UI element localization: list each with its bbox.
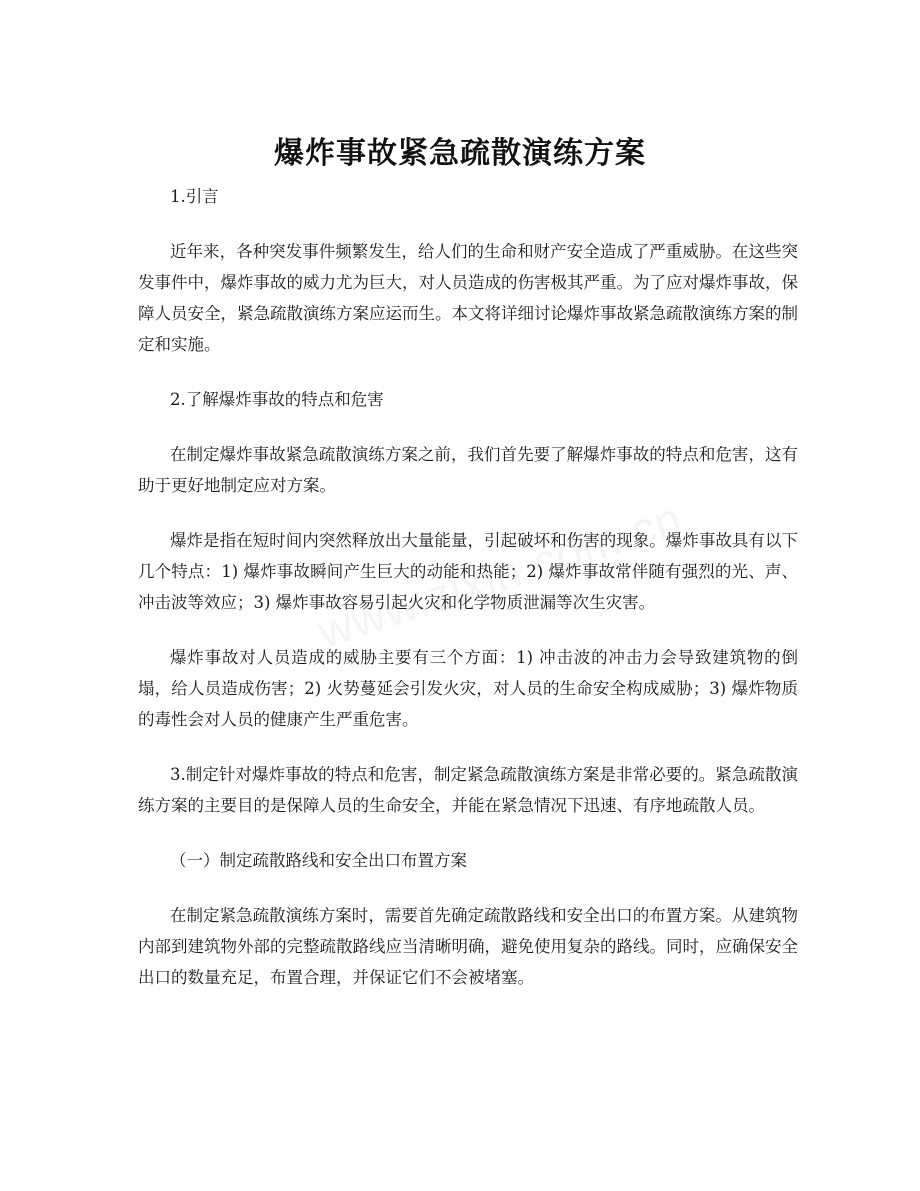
paragraph-plan-necessity: 3.制定针对爆炸事故的特点和危害，制定紧急疏散演练方案是非常必要的。紧急疏散演练方案的主要目的是保障人员的生命安全，并能在紧急情况下迅速、有序地疏散人员。 xyxy=(138,765,798,815)
paragraph-explosion-threats: 爆炸事故对人员造成的威胁主要有三个方面：1) 冲击波的冲击力会导致建筑物的倒塌，给人员造成伤害；2) 火势蔓延会引发火灾，对人员的生命安全构成威胁；3) 爆炸物质的毒性会对人员的健康产生严重危害。 xyxy=(138,648,798,729)
sub-heading-evacuation-routes: （一）制定疏散路线和安全出口布置方案 xyxy=(170,851,467,870)
paragraph-intro: 近年来，各种突发事件频繁发生，给人们的生命和财产安全造成了严重威胁。在这些突发事件中，爆炸事故的威力尤为巨大，对人员造成的伤害极其严重。为了应对爆炸事故，保障人员安全，紧急疏散演练方案应运而生。本文将详细讨论爆炸事故紧急疏散演练方案的制定和实施。 xyxy=(138,242,798,354)
section-heading-intro: 1.引言 xyxy=(170,187,219,206)
section-heading-characteristics: 2.了解爆炸事故的特点和危害 xyxy=(170,390,384,409)
document-body xyxy=(138,181,798,1017)
document-title: 爆炸事故紧急疏散演练方案 xyxy=(274,136,646,172)
paragraph-characteristics-intro: 在制定爆炸事故紧急疏散演练方案之前，我们首先要了解爆炸事故的特点和危害，这有助于更好地制定应对方案。 xyxy=(138,445,798,495)
paragraph-evacuation-routes: 在制定紧急疏散演练方案时，需要首先确定疏散路线和安全出口的布置方案。从建筑物内部到建筑物外部的完整疏散路线应当清晰明确，避免使用复杂的路线。同时，应确保安全出口的数量充足，布置合理，并保证它们不会被堵塞。 xyxy=(138,906,798,987)
paragraph-explosion-features: 爆炸是指在短时间内突然释放出大量能量，引起破坏和伤害的现象。爆炸事故具有以下几个特点：1) 爆炸事故瞬间产生巨大的动能和热能；2) 爆炸事故常伴随有强烈的光、声、冲击波等效应；3) 爆炸事故容易引起火灾和化学物质泄漏等次生灾害。 xyxy=(138,531,798,612)
